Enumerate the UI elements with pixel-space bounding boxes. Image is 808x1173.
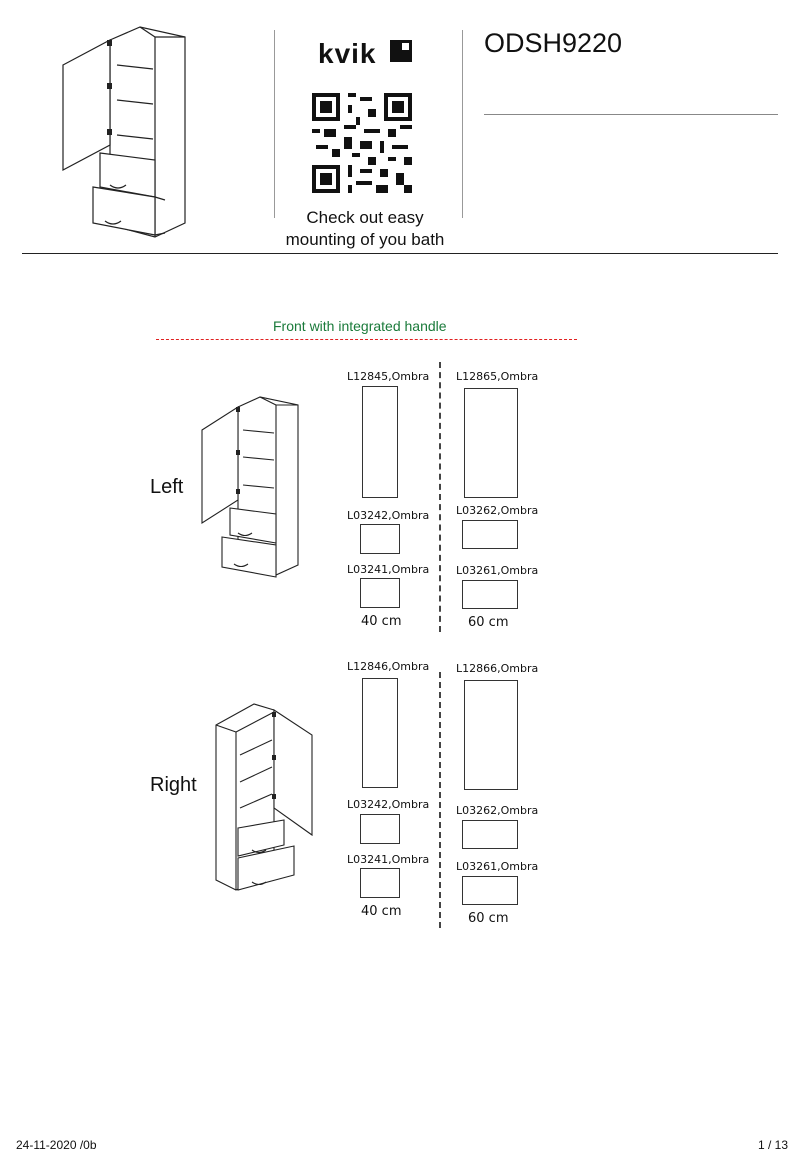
header-divider-left bbox=[274, 30, 275, 218]
product-code-underline bbox=[484, 114, 778, 115]
divider-right bbox=[439, 672, 441, 928]
header-caption bbox=[270, 207, 460, 251]
brand-logo-mark bbox=[390, 40, 412, 62]
cabinet-illustration-left bbox=[198, 395, 303, 590]
part-label-left-40-drawer-bottom: L03241,Ombra bbox=[347, 563, 430, 576]
part-label-left-60-drawer-bottom: L03261,Ombra bbox=[456, 564, 539, 577]
section-subtitle-dashes bbox=[156, 339, 577, 340]
part-label-right-40-drawer-bottom: L03241,Ombra bbox=[347, 853, 430, 866]
caption-line-1: Check out easy bbox=[306, 208, 424, 227]
panel-left-40-drawer-top bbox=[360, 524, 400, 554]
width-right-40: 40 cm bbox=[361, 904, 402, 919]
panel-right-60-door bbox=[464, 680, 518, 790]
panel-left-60-drawer-top bbox=[462, 520, 518, 549]
header-rule bbox=[22, 253, 778, 254]
divider-left bbox=[439, 362, 441, 632]
part-label-right-60-drawer-top: L03262,Ombra bbox=[456, 804, 539, 817]
footer-date: 24-11-2020 /0b bbox=[16, 1138, 97, 1152]
part-label-left-40-door: L12845,Ombra bbox=[347, 370, 430, 383]
panel-right-40-drawer-top bbox=[360, 814, 400, 844]
part-label-right-40-drawer-top: L03242,Ombra bbox=[347, 798, 430, 811]
width-left-60: 60 cm bbox=[468, 615, 509, 630]
panel-right-40-drawer-bottom bbox=[360, 868, 400, 898]
header-divider-right bbox=[462, 30, 463, 218]
panel-left-60-drawer-bottom bbox=[462, 580, 518, 609]
section-subtitle: Front with integrated handle bbox=[273, 318, 447, 334]
part-label-right-40-door: L12846,Ombra bbox=[347, 660, 430, 673]
cabinet-illustration-header bbox=[55, 25, 195, 255]
caption-line-2: mounting of you bath bbox=[285, 230, 445, 249]
right-variant-label: Right bbox=[150, 774, 197, 796]
panel-right-40-door bbox=[362, 678, 398, 788]
width-right-60: 60 cm bbox=[468, 911, 509, 926]
panel-left-40-door bbox=[362, 386, 398, 498]
panel-left-60-door bbox=[464, 388, 518, 498]
width-left-40: 40 cm bbox=[361, 614, 402, 629]
brand-logo: kvik bbox=[318, 38, 377, 69]
part-label-left-40-drawer-top: L03242,Ombra bbox=[347, 509, 430, 522]
qr-code bbox=[312, 93, 412, 193]
page-number: 1 / 13 bbox=[758, 1138, 789, 1152]
part-label-right-60-drawer-bottom: L03261,Ombra bbox=[456, 860, 539, 873]
cabinet-illustration-right bbox=[212, 700, 322, 895]
panel-right-60-drawer-bottom bbox=[462, 876, 518, 905]
panel-left-40-drawer-bottom bbox=[360, 578, 400, 608]
panel-right-60-drawer-top bbox=[462, 820, 518, 849]
left-variant-label: Left bbox=[150, 476, 184, 498]
part-label-left-60-door: L12865,Ombra bbox=[456, 370, 539, 383]
part-label-right-60-door: L12866,Ombra bbox=[456, 662, 539, 675]
part-label-left-60-drawer-top: L03262,Ombra bbox=[456, 504, 539, 517]
product-code: ODSH9220 bbox=[484, 28, 623, 58]
